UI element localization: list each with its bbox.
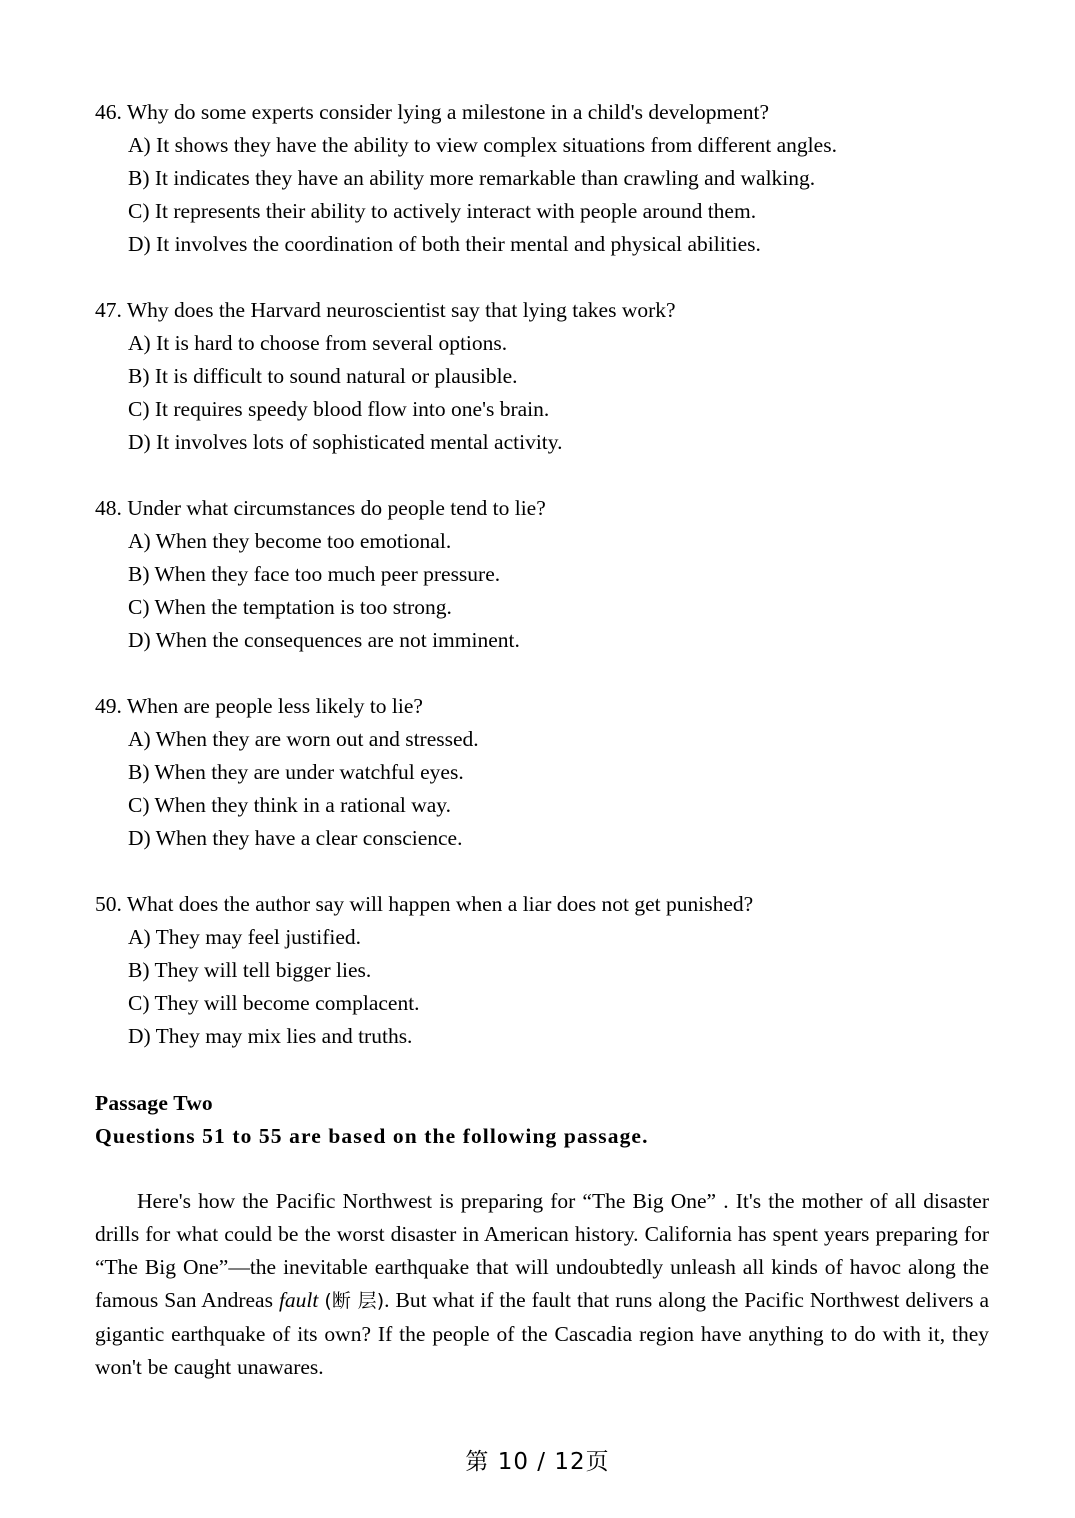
page-footer: 第 10 / 12页 xyxy=(465,1449,610,1475)
passage-subheading: Questions 51 to 55 are based on the following passage. xyxy=(95,1124,649,1148)
option-list xyxy=(95,327,989,459)
question-block xyxy=(95,96,989,261)
question-stem: 47. Why does the Harvard neuroscientist say that lying takes work? xyxy=(95,298,676,322)
option-item-c[interactable]: C) When they think in a rational way. xyxy=(128,793,452,817)
option-list xyxy=(95,921,989,1053)
option-item-d[interactable]: D) It involves the coordination of both their mental and physical abilities. xyxy=(128,232,761,256)
option-item-b[interactable]: B) It is difficult to sound natural or plausible. xyxy=(128,364,518,388)
option-item-d[interactable]: D) When the consequences are not imminent. xyxy=(128,628,520,652)
question-stem: 50. What does the author say will happen when a liar does not get punished? xyxy=(95,892,754,916)
option-item-a[interactable]: A) It shows they have the ability to view complex situations from different angles. xyxy=(128,133,837,157)
passage-gloss-cjk: (断 层) xyxy=(324,1290,385,1312)
question-stem: 49. When are people less likely to lie? xyxy=(95,694,423,718)
option-item-b[interactable]: B) When they are under watchful eyes. xyxy=(128,760,464,784)
option-list xyxy=(95,129,989,261)
passage-text-part1: Here's how the Pacific Northwest is preparing for “The Big One” . It's the mother of all disaster drills for what could be the worst disaster in American history. California has spent years preparing for “The Big One”—the inevitable earthquake that will undoubtedly unleash all kinds of havoc along the famous San Andreas xyxy=(95,1189,989,1312)
option-list xyxy=(95,525,989,657)
passage-section xyxy=(95,1087,989,1384)
question-block xyxy=(95,690,989,855)
passage-text-part2: . But what if the fault that runs along the Pacific Northwest delivers a gigantic earthquake of its own? If the people of the Cascadia region have anything to do with it, they won't be caught unawares. xyxy=(95,1288,990,1379)
question-stem: 48. Under what circumstances do people tend to lie? xyxy=(95,496,546,520)
question-block xyxy=(95,888,989,1053)
question-stem: 46. Why do some experts consider lying a milestone in a child's development? xyxy=(95,100,770,124)
option-item-c[interactable]: C) They will become complacent. xyxy=(128,991,420,1015)
question-block xyxy=(95,492,989,657)
option-item-d[interactable]: D) It involves lots of sophisticated mental activity. xyxy=(128,430,563,454)
page-content xyxy=(95,96,989,1406)
option-item-b[interactable]: B) It indicates they have an ability more remarkable than crawling and walking. xyxy=(128,166,816,190)
option-item-a[interactable]: A) They may feel justified. xyxy=(128,925,362,949)
option-item-a[interactable]: A) It is hard to choose from several options. xyxy=(128,331,508,355)
option-item-d[interactable]: D) When they have a clear conscience. xyxy=(128,826,463,850)
question-block xyxy=(95,294,989,459)
option-item-a[interactable]: A) When they are worn out and stressed. xyxy=(128,727,479,751)
option-list xyxy=(95,723,989,855)
option-item-b[interactable]: B) When they face too much peer pressure. xyxy=(128,562,501,586)
passage-italic-term: fault xyxy=(278,1288,319,1312)
passage-body xyxy=(95,1185,989,1384)
option-item-c[interactable]: C) It represents their ability to actively interact with people around them. xyxy=(128,199,757,223)
option-item-d[interactable]: D) They may mix lies and truths. xyxy=(128,1024,413,1048)
option-item-a[interactable]: A) When they become too emotional. xyxy=(128,529,452,553)
passage-heading: Passage Two xyxy=(95,1091,213,1115)
option-item-c[interactable]: C) When the temptation is too strong. xyxy=(128,595,452,619)
option-item-c[interactable]: C) It requires speedy blood flow into one's brain. xyxy=(128,397,550,421)
option-item-b[interactable]: B) They will tell bigger lies. xyxy=(128,958,372,982)
